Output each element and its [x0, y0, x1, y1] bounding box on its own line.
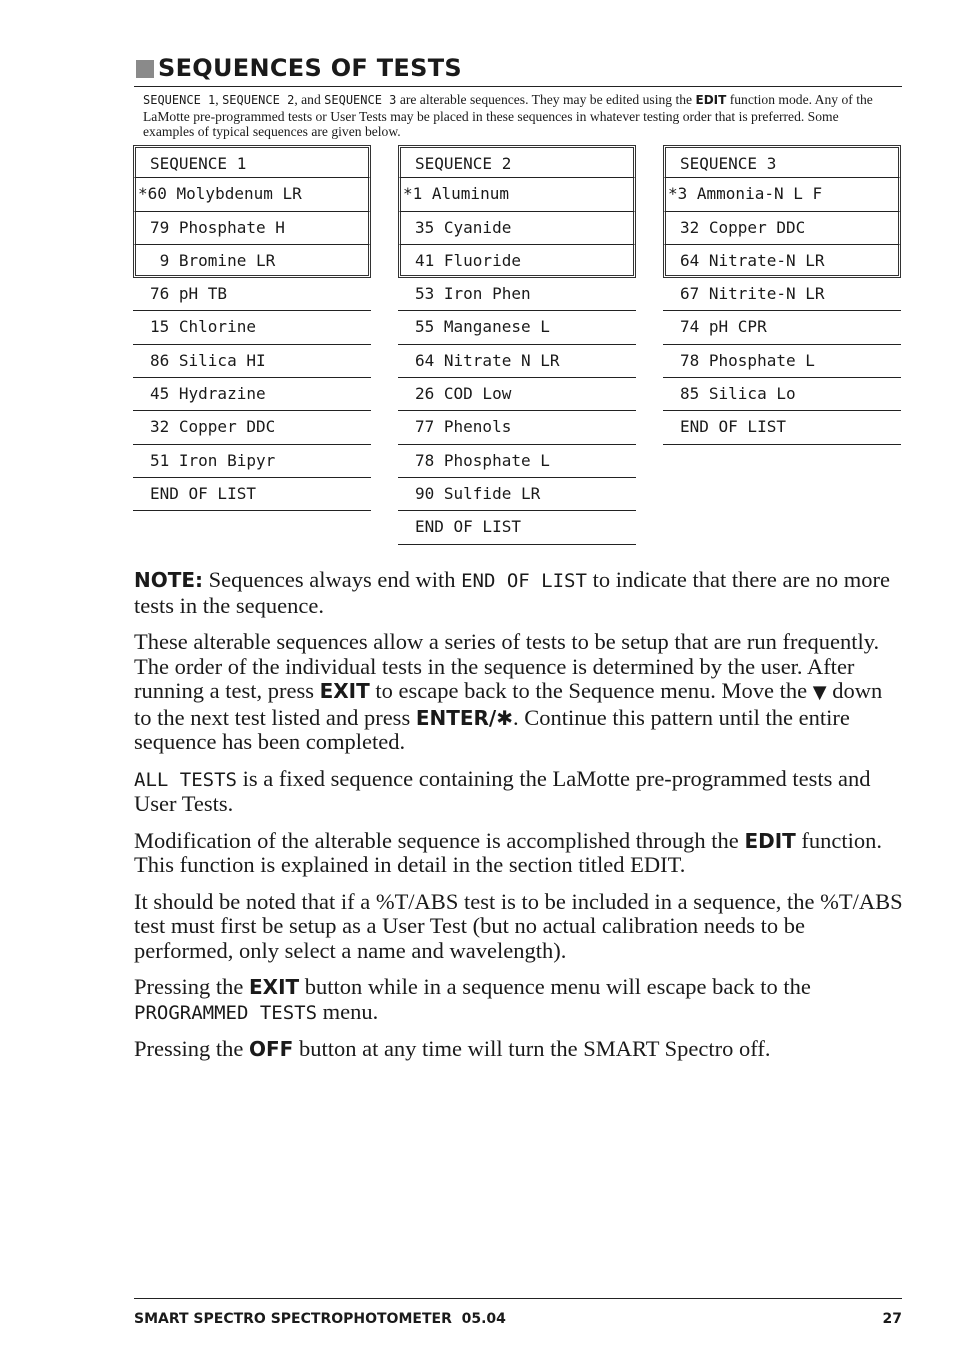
off-key-label: OFF: [249, 1037, 294, 1061]
sequence-1-header: SEQUENCE 1: [133, 145, 371, 178]
tabs-note-paragraph: [134, 890, 904, 964]
sequence-item: 90 Sulfide LR: [398, 478, 636, 511]
sequence-item: 15 Chlorine: [133, 311, 371, 344]
body-text: [134, 568, 904, 1062]
section-bullet-square: [136, 60, 154, 78]
off-paragraph: [134, 1037, 904, 1062]
note-paragraph: [134, 568, 904, 618]
sequence-item: 67 Nitrite-N LR: [663, 278, 901, 311]
intro-and: , and: [294, 92, 321, 107]
p4-text-b: function. This function is explained in detail in the section titled EDIT.: [134, 827, 883, 877]
sequence-item: *1 Aluminum: [398, 178, 636, 211]
p2-text-d: . Continue this pattern until the entire sequence has been completed.: [134, 704, 850, 754]
sequence-item: 64 Nitrate-N LR: [663, 245, 901, 278]
intro-seq3: SEQUENCE 3: [324, 93, 397, 107]
intro-comma: ,: [215, 92, 219, 107]
p4-text-a: Modification of the alterable sequence is accomplished through the: [134, 827, 739, 853]
p7-text-a: Pressing the: [134, 1036, 244, 1061]
sequence-3-header: SEQUENCE 3: [663, 145, 901, 178]
intro-text-1: are alterable sequences. They may be edited using the: [399, 92, 693, 107]
sequence-item: 86 Silica HI: [133, 345, 371, 378]
sequence-item: 74 pH CPR: [663, 311, 901, 344]
enter-key-label: ENTER/✱: [415, 705, 513, 730]
section-title-row: [134, 54, 902, 87]
p5-text: It should be noted that if a %T/ABS test is to be included in a sequence, the %T/ABS test must first be setup as a User Test (but no actual calibration needs to be performed, only select a name and wavelength).: [134, 888, 903, 963]
sequence-end-of-list: END OF LIST: [133, 478, 371, 511]
intro-text-2: function mode. Any of the LaMotte pre-programmed tests or User Tests may be placed in these sequences in whatever testing order that is preferred. Some examples of typical sequences are given below.: [143, 92, 873, 139]
sequence-item: 32 Copper DDC: [663, 212, 901, 245]
intro-seq1: SEQUENCE 1: [143, 93, 216, 107]
programmed-tests-code: PROGRAMMED TESTS: [134, 1001, 318, 1024]
sequence-item: 79 Phosphate H: [133, 212, 371, 245]
all-tests-code: ALL TESTS: [134, 768, 237, 791]
exit-key-label-2: EXIT: [249, 975, 300, 999]
sequence-item: *60 Molybdenum LR: [133, 178, 371, 211]
intro-seq2: SEQUENCE 2: [222, 93, 295, 107]
modification-paragraph: [134, 829, 904, 878]
down-arrow-icon: ▼: [812, 682, 827, 703]
p3-text: is a fixed sequence containing the LaMotte pre-programmed tests and User Tests.: [134, 765, 871, 816]
exit-paragraph: [134, 975, 904, 1025]
sequence-usage-paragraph: [134, 630, 904, 755]
sequence-item: 45 Hydrazine: [133, 378, 371, 411]
exit-key-label: EXIT: [319, 679, 370, 703]
sequence-item: 76 pH TB: [133, 278, 371, 311]
sequence-item: 41 Fluoride: [398, 245, 636, 278]
note-code: END OF LIST: [461, 570, 587, 592]
sequence-end-of-list: END OF LIST: [663, 411, 901, 444]
note-label: NOTE:: [134, 568, 204, 592]
sequence-item: 32 Copper DDC: [133, 411, 371, 444]
intro-edit-key: EDIT: [695, 93, 727, 107]
p7-text-b: button at any time will turn the SMART Spectro off.: [298, 1036, 771, 1061]
all-tests-paragraph: [134, 767, 904, 817]
intro-paragraph: [143, 92, 878, 140]
sequence-item: 9 Bromine LR: [133, 245, 371, 278]
footer-title: SMART SPECTRO SPECTROPHOTOMETER 05.04: [134, 1311, 506, 1327]
footer-divider: [134, 1298, 902, 1299]
sequence-2-header: SEQUENCE 2: [398, 145, 636, 178]
sequence-end-of-list: END OF LIST: [398, 511, 636, 544]
sequence-item: 78 Phosphate L: [663, 345, 901, 378]
sequence-item: 51 Iron Bipyr: [133, 445, 371, 478]
p2-text-a: These alterable sequences allow a series of tests to be setup that are run frequently. The order of the individual tests in the sequence is determined by the user. After running a test, press: [134, 629, 880, 703]
p6-text-a: Pressing the: [134, 974, 244, 999]
sequence-3-list: [663, 145, 901, 445]
page-title: SEQUENCES OF TESTS: [158, 54, 462, 82]
edit-key-label: EDIT: [744, 828, 796, 853]
sequence-item: 85 Silica Lo: [663, 378, 901, 411]
sequence-item: 77 Phenols: [398, 411, 636, 444]
p6-text-b: button while in a sequence menu will escape back to the: [304, 974, 811, 999]
note-text-a: Sequences always end with: [208, 567, 456, 592]
sequence-item: 64 Nitrate N LR: [398, 345, 636, 378]
sequence-item: 78 Phosphate L: [398, 445, 636, 478]
sequence-item: 55 Manganese L: [398, 311, 636, 344]
sequence-item: 53 Iron Phen: [398, 278, 636, 311]
sequence-item: *3 Ammonia-N L F: [663, 178, 901, 211]
page-number: 27: [882, 1311, 902, 1327]
sequence-item: 26 COD Low: [398, 378, 636, 411]
sequence-1-list: [133, 145, 371, 511]
note-text-b: to indicate that there are no more tests in the sequence.: [134, 567, 890, 618]
p2-text-c: down to the next test listed and press: [134, 678, 883, 730]
p2-text-b: to escape back to the Sequence menu. Move the: [375, 678, 808, 703]
sequence-2-list: [398, 145, 636, 545]
p6-text-c: menu.: [322, 998, 379, 1024]
sequence-item: 35 Cyanide: [398, 212, 636, 245]
